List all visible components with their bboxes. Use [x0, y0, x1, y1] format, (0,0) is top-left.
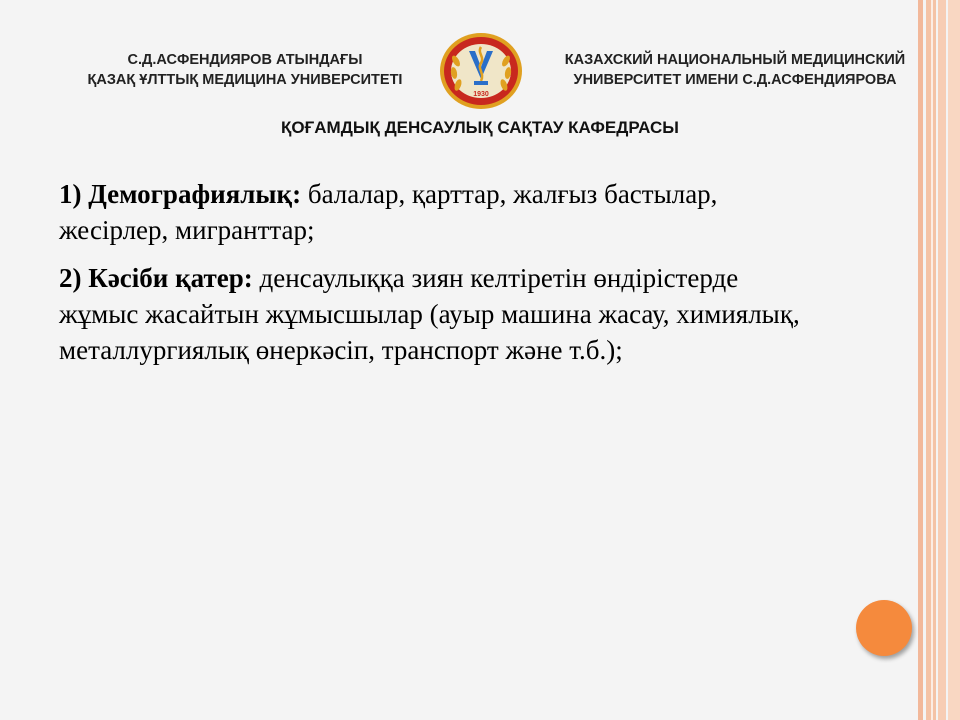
university-name-kazakh [60, 50, 430, 90]
university-logo [438, 31, 524, 111]
item-label: 2) Кәсіби қатер: [59, 263, 253, 293]
logo-year: 1930 [473, 91, 489, 98]
department-title: ҚОҒАМДЫҚ ДЕНСАУЛЫҚ САҚТАУ КАФЕДРАСЫ [281, 118, 679, 137]
header-left-line2: ҚАЗАҚ ҰЛТТЫҚ МЕДИЦИНА УНИВЕРСИТЕТІ [87, 72, 403, 88]
decorative-stripe [918, 0, 923, 720]
item-text: денсаулыққа зиян келтіретін өндірістерде жұмыс жасайтын жұмысшылар (ауыр машина жасау, химиялық, металлургиялық өнеркәсіп, транспорт және т.б.); [59, 263, 800, 365]
university-name-russian [560, 50, 910, 90]
decorative-circle [856, 600, 912, 656]
list-item [59, 260, 819, 368]
decorative-stripe [931, 0, 933, 720]
decorative-stripe [938, 0, 946, 720]
slide-content [59, 176, 819, 380]
header-left-line1: С.Д.АСФЕНДИЯРОВ АТЫНДАҒЫ [127, 52, 363, 68]
header-right-line2: УНИВЕРСИТЕТ ИМЕНИ С.Д.АСФЕНДИЯРОВА [573, 72, 897, 88]
item-text: балалар, қарттар, жалғыз бастылар, жесірлер, мигранттар; [59, 179, 718, 245]
item-label: 1) Демографиялық: [59, 179, 302, 209]
header-right-line1: КАЗАХСКИЙ НАЦИОНАЛЬНЫЙ МЕДИЦИНСКИЙ [564, 52, 906, 68]
list-item [59, 176, 819, 248]
decorative-stripe [948, 0, 960, 720]
